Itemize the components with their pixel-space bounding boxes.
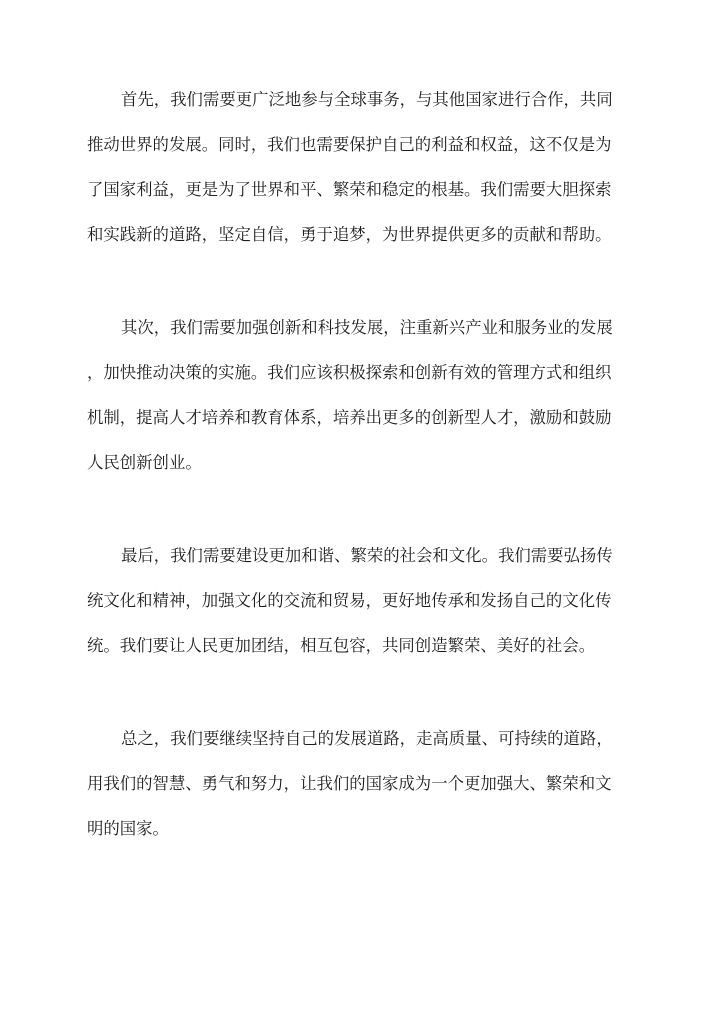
text-line: 最后，我们需要建设更加和谐、繁荣的社会和文化。我们需要弘扬传 (121, 546, 613, 565)
text-line: 总之，我们要继续坚持自己的发展道路，走高质量、可持续的道路， (121, 729, 613, 748)
text-line: 人民创新创业。 (87, 453, 202, 472)
text-line: 首先，我们需要更广泛地参与全球事务，与其他国家进行合作，共同 (121, 90, 613, 109)
text-line: 推动世界的发展。同时，我们也需要保护自己的利益和权益，这不仅是为 (87, 135, 612, 154)
text-line: 了国家利益，更是为了世界和平、繁荣和稳定的根基。我们需要大胆探索 (87, 180, 612, 199)
paragraph-first (87, 77, 635, 257)
text-line: ，加快推动决策的实施。我们应该积极探索和创新有效的管理方式和组织 (87, 363, 612, 382)
text-line: 机制，提高人才培养和教育体系，培养出更多的创新型人才，激励和鼓励 (87, 408, 612, 427)
text-line: 其次，我们需要加强创新和科技发展，注重新兴产业和服务业的发展 (121, 318, 613, 337)
text-line: 统文化和精神，加强文化的交流和贸易，更好地传承和发扬自己的文化传 (87, 591, 612, 610)
paragraph-second (87, 305, 635, 485)
paragraph-conclusion (87, 716, 635, 851)
paragraph-third (87, 533, 635, 668)
text-line: 明的国家。 (87, 819, 169, 838)
text-line: 和实践新的道路，坚定自信，勇于追梦，为世界提供更多的贡献和帮助。 (87, 225, 612, 244)
text-line: 用我们的智慧、勇气和努力，让我们的国家成为一个更加强大、繁荣和文 (87, 774, 612, 793)
text-line: 统。我们要让人民更加团结，相互包容，共同创造繁荣、美好的社会。 (87, 636, 596, 655)
